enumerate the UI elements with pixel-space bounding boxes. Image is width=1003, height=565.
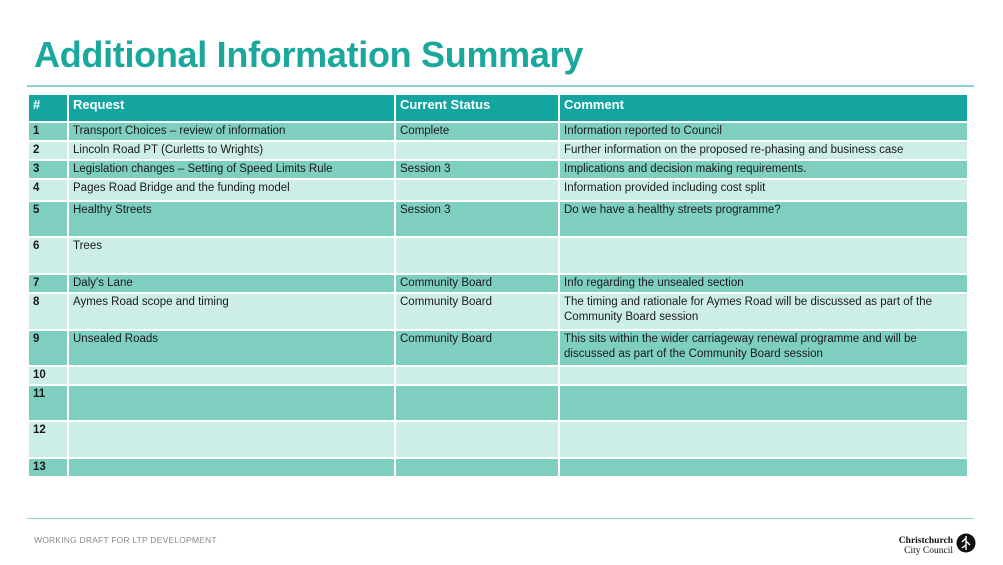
- column-header-request: Request: [68, 94, 395, 122]
- table-row: [28, 141, 968, 160]
- row-status: Community Board: [395, 274, 559, 293]
- council-logo-icon: [956, 533, 976, 558]
- row-comment: Further information on the proposed re-phasing and business case: [559, 141, 968, 160]
- row-number: 1: [28, 122, 68, 141]
- column-header-comment: Comment: [559, 94, 968, 122]
- footer-divider: [27, 518, 974, 519]
- table-row: [28, 385, 968, 421]
- summary-table: [27, 93, 969, 478]
- row-status: Community Board: [395, 330, 559, 366]
- row-status: Session 3: [395, 160, 559, 179]
- table-row: [28, 293, 968, 330]
- table-row: [28, 421, 968, 458]
- council-logo: [899, 533, 976, 558]
- logo-line-1: Christchurch: [898, 535, 953, 546]
- row-number: 6: [28, 237, 68, 274]
- row-request: Healthy Streets: [68, 201, 395, 237]
- table-row: [28, 330, 968, 366]
- row-comment: [559, 366, 968, 385]
- row-comment: Information reported to Council: [559, 122, 968, 141]
- row-number: 4: [28, 179, 68, 201]
- row-request: Legislation changes – Setting of Speed Limits Rule: [68, 160, 395, 179]
- row-number: 12: [28, 421, 68, 458]
- column-header-status: Current Status: [395, 94, 559, 122]
- row-request: Trees: [68, 237, 395, 274]
- table-row: [28, 179, 968, 201]
- draft-label: WORKING DRAFT FOR LTP DEVELOPMENT: [34, 535, 217, 545]
- row-status: [395, 421, 559, 458]
- row-number: 13: [28, 458, 68, 477]
- page-title: Additional Information Summary: [34, 34, 584, 75]
- row-comment: [559, 458, 968, 477]
- row-comment: Information provided including cost split: [559, 179, 968, 201]
- logo-line-2: City Council: [904, 545, 953, 556]
- row-request: [68, 458, 395, 477]
- row-status: [395, 458, 559, 477]
- row-status: [395, 385, 559, 421]
- row-number: 3: [28, 160, 68, 179]
- table-row: [28, 160, 968, 179]
- table-row: [28, 458, 968, 477]
- table-row: [28, 274, 968, 293]
- row-comment: [559, 421, 968, 458]
- row-request: [68, 366, 395, 385]
- row-status: [395, 141, 559, 160]
- row-comment: Do we have a healthy streets programme?: [559, 201, 968, 237]
- row-comment: Implications and decision making requirements.: [559, 160, 968, 179]
- row-comment: This sits within the wider carriageway renewal programme and will be discussed as part of the Community Board session: [559, 330, 968, 366]
- row-number: 9: [28, 330, 68, 366]
- table-row: [28, 201, 968, 237]
- row-number: 10: [28, 366, 68, 385]
- column-header-number: #: [28, 94, 68, 122]
- row-status: Community Board: [395, 293, 559, 330]
- row-number: 2: [28, 141, 68, 160]
- row-status: [395, 366, 559, 385]
- table-header-row: [28, 94, 968, 122]
- row-comment: [559, 385, 968, 421]
- row-comment: Info regarding the unsealed section: [559, 274, 968, 293]
- title-divider: [27, 85, 974, 87]
- row-status: [395, 237, 559, 274]
- row-request: Daly's Lane: [68, 274, 395, 293]
- row-request: Pages Road Bridge and the funding model: [68, 179, 395, 201]
- table-row: [28, 122, 968, 141]
- row-request: Aymes Road scope and timing: [68, 293, 395, 330]
- row-request: [68, 385, 395, 421]
- row-number: 11: [28, 385, 68, 421]
- row-status: Session 3: [395, 201, 559, 237]
- table-row: [28, 237, 968, 274]
- row-request: [68, 421, 395, 458]
- row-comment: The timing and rationale for Aymes Road will be discussed as part of the Community Board session: [559, 293, 968, 330]
- row-comment: [559, 237, 968, 274]
- row-request: Unsealed Roads: [68, 330, 395, 366]
- row-status: [395, 179, 559, 201]
- row-number: 8: [28, 293, 68, 330]
- row-number: 5: [28, 201, 68, 237]
- table-row: [28, 366, 968, 385]
- row-number: 7: [28, 274, 68, 293]
- row-status: Complete: [395, 122, 559, 141]
- row-request: Lincoln Road PT (Curletts to Wrights): [68, 141, 395, 160]
- row-request: Transport Choices – review of information: [68, 122, 395, 141]
